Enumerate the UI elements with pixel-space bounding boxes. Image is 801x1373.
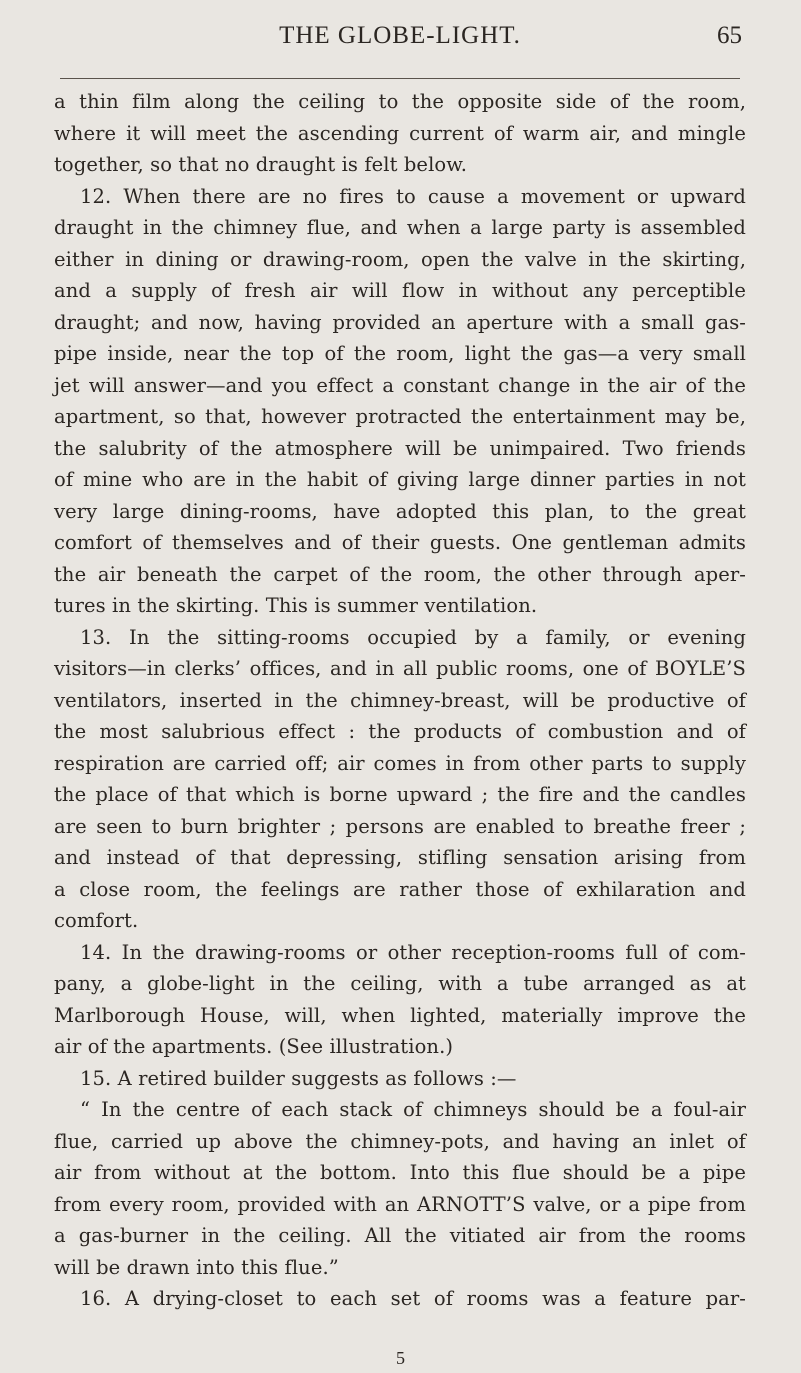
page-number: 65 <box>717 22 742 49</box>
text-line: tures in the skirting. This is summer ventilation. <box>54 594 538 617</box>
text-line: Marlborough House, will, when lighted, materially improve the <box>54 1003 746 1027</box>
body-text <box>54 86 746 1315</box>
page-header <box>54 22 746 56</box>
text-line: flue, carried up above the chimney-pots, and having an inlet of <box>54 1129 746 1153</box>
text-line: either in dining or drawing-room, open the valve in the skirting, <box>54 247 746 271</box>
text-line: comfort. <box>54 909 139 932</box>
text-line: and instead of that depressing, stifling sensation arising from <box>54 846 746 869</box>
text-line: jet will answer—and you effect a constant change in the air of the <box>54 373 746 397</box>
text-line: the place of that which is borne upward ; the fire and the candles <box>54 783 746 806</box>
text-line: 16. A drying-closet to each set of rooms was a feature par- <box>80 1287 746 1310</box>
text-line: will be drawn into this flue.” <box>54 1255 339 1279</box>
text-line: 12. When there are no fires to cause a movement or upward <box>80 184 746 208</box>
text-line: 13. In the sitting-rooms occupied by a family, or evening <box>80 625 746 649</box>
text-line: a gas-burner in the ceiling. All the vitiated air from the rooms <box>54 1224 746 1247</box>
signature-mark: 5 <box>396 1348 405 1368</box>
text-line: air of the apartments. (See illustration.) <box>54 1035 454 1058</box>
text-line: are seen to burn brighter ; persons are enabled to breathe freer ; <box>54 814 746 838</box>
text-line: a thin film along the ceiling to the opposite side of the room, <box>54 90 746 113</box>
running-title: THE GLOBE-LIGHT. <box>279 22 521 49</box>
text-line: the air beneath the carpet of the room, the other through aper- <box>54 562 746 586</box>
header-rule <box>60 78 740 79</box>
text-line: and a supply of fresh air will flow in without any perceptible <box>54 279 746 302</box>
text-line: “ In the centre of each stack of chimneys should be a foul-air <box>80 1098 746 1121</box>
text-line: comfort of themselves and of their guests. One gentleman admits <box>54 531 746 554</box>
text-line: a close room, the feelings are rather those of exhilaration and <box>54 877 746 901</box>
text-line: the salubrity of the atmosphere will be unimpaired. Two friends <box>54 436 746 460</box>
text-line: pipe inside, near the top of the room, light the gas—a very small <box>54 342 746 365</box>
text-line: the most salubrious effect : the products of combustion and of <box>54 720 746 743</box>
text-line: together, so that no draught is felt below. <box>54 153 468 176</box>
text-line: very large dining-rooms, have adopted this plan, to the great <box>54 499 746 523</box>
text-line: draught; and now, having provided an aperture with a small gas- <box>54 310 746 334</box>
text-line: of mine who are in the habit of giving large dinner parties in not <box>54 468 746 491</box>
text-line: draught in the chimney flue, and when a large party is assembled <box>54 216 746 239</box>
text-line: respiration are carried off; air comes in from other parts to supply <box>54 751 746 775</box>
text-line: ventilators, inserted in the chimney-breast, will be productive of <box>54 688 746 712</box>
text-line: where it will meet the ascending current of warm air, and mingle <box>54 121 746 145</box>
text-line: 15. A retired builder suggests as follows :— <box>80 1066 517 1090</box>
text-line: visitors—in clerks’ offices, and in all public rooms, one of BOYLE’S <box>54 657 746 680</box>
text-line: apartment, so that, however protracted the entertainment may be, <box>54 405 746 428</box>
text-line: pany, a globe-light in the ceiling, with a tube arranged as at <box>54 972 746 995</box>
text-line: from every room, provided with an ARNOTT’S valve, or a pipe from <box>54 1192 746 1216</box>
text-line: 14. In the drawing-rooms or other reception-rooms full of com- <box>80 940 746 964</box>
text-line: air from without at the bottom. Into this flue should be a pipe <box>54 1161 746 1184</box>
